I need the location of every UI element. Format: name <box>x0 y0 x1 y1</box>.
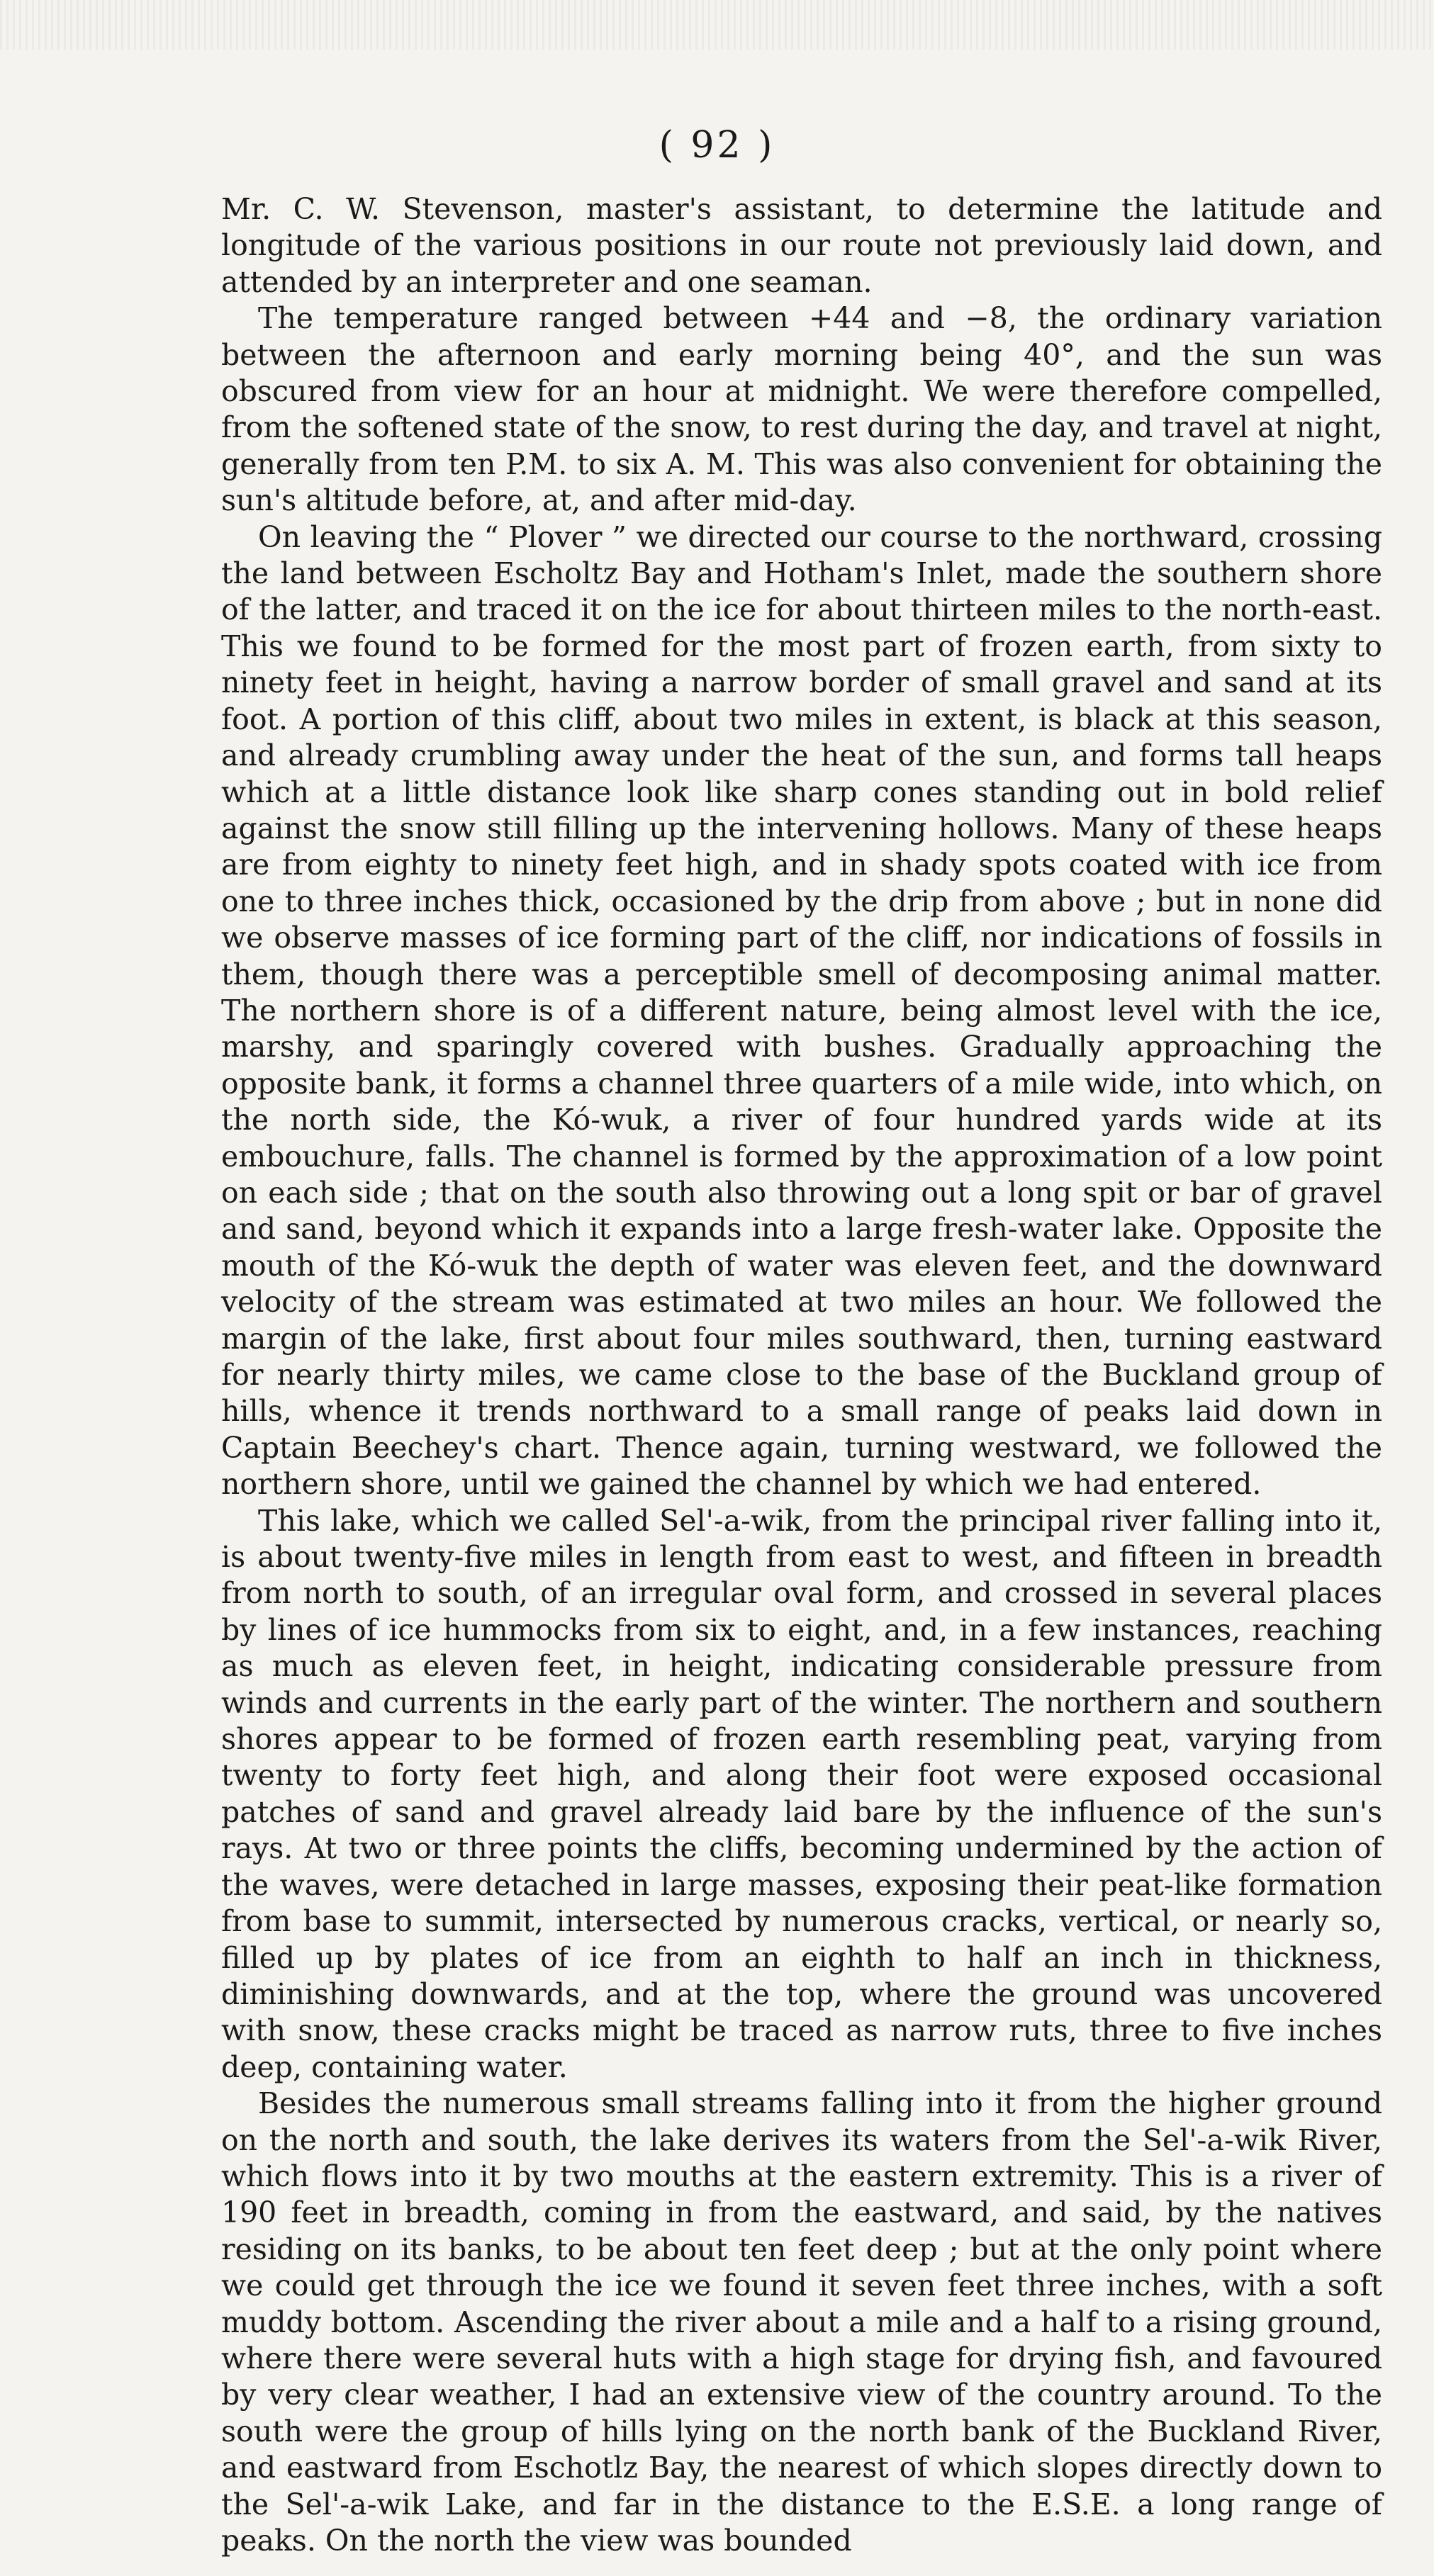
paragraph-5: Besides the numerous small streams falling into it from the higher ground on the north and south, the lake derives its waters from the Sel'-a-wik River, which flows into it by two mouths at the eastern extremity. This is a river of 190 feet in breadth, coming in from the eastward, and said, by the natives residing on its banks, to be about ten feet deep ; but at the only point where we could get through the ice we found it seven feet three inches, with a soft muddy bottom. Ascending the river about a mile and a half to a rising ground, where there were several huts with a high stage for drying fish, and favoured by very clear weather, I had an extensive view of the country around. To the south were the group of hills lying on the north bank of the Buckland River, and eastward from Eschotlz Bay, the nearest of which slopes directly down to the Sel'-a-wik Lake, and far in the distance to the E.S.E. a long range of peaks. On the north the view was bounded <box>221 2086 1382 2558</box>
page-edge-speckle <box>0 0 1434 50</box>
page-number: ( 92 ) <box>659 124 775 167</box>
paragraph-4: This lake, which we called Sel'-a-wik, from the principal river falling into it, is about twenty-five miles in length from east to west, and fifteen in breadth from north to south, of an irregular oval form, and crossed in several places by lines of ice hummocks from six to eight, and, in a few instances, reaching as much as eleven feet, in height, indicating considerable pressure from winds and currents in the early part of the winter. The northern and southern shores appear to be formed of frozen earth resembling peat, varying from twenty to forty feet high, and along their foot were exposed occasional patches of sand and gravel already laid bare by the influence of the sun's rays. At two or three points the cliffs, becoming undermined by the action of the waves, were detached in large masses, exposing their peat-like formation from base to summit, intersected by numerous cracks, vertical, or nearly so, filled up by plates of ice from an eighth to half an inch in thickness, diminishing downwards, and at the top, where the ground was uncovered with snow, these cracks might be traced as narrow ruts, three to five inches deep, containing water. <box>221 1503 1382 2084</box>
paragraph-3: On leaving the “ Plover ” we directed our course to the northward, crossing the land between Escholtz Bay and Hotham's Inlet, made the southern shore of the latter, and traced it on the ice for about thirteen miles to the north-east. This we found to be formed for the most part of frozen earth, from sixty to ninety feet in height, having a narrow border of small gravel and sand at its foot. A portion of this cliff, about two miles in extent, is black at this season, and already crumbling away under the heat of the sun, and forms tall heaps which at a little distance look like sharp cones standing out in bold relief against the snow still filling up the intervening hollows. Many of these heaps are from eighty to ninety feet high, and in shady spots coated with ice from one to three inches thick, occasioned by the drip from above ; but in none did we observe masses of ice forming part of the cliff, nor indications of fossils in them, though there was a perceptible smell of decomposing animal matter. The northern shore is of a different nature, being almost level with the ice, marshy, and sparingly covered with bushes. Gradually approaching the opposite bank, it forms a channel three quarters of a mile wide, into which, on the north side, the Kó-wuk, a river of four hundred yards wide at its embouchure, falls. The channel is formed by the approximation of a low point on each side ; that on the south also throwing out a long spit or bar of gravel and sand, beyond which it expands into a large fresh-water lake. Opposite the mouth of the Kó-wuk the depth of water was eleven feet, and the downward velocity of the stream was estimated at two miles an hour. We followed the margin of the lake, first about four miles southward, then, turning eastward for nearly thirty miles, we came close to the base of the Buckland group of hills, whence it trends northward to a small range of peaks laid down in Captain Beechey's chart. Thence again, turning westward, we followed the northern shore, until we gained the channel by which we had entered. <box>221 519 1382 1502</box>
paragraph-1: Mr. C. W. Stevenson, master's assistant, to determine the latitude and longitude of the various positions in our route not previously laid down, and attended by an interpreter and one seaman. <box>221 192 1382 299</box>
body-text <box>221 191 1382 2559</box>
paragraph-2: The temperature ranged between +44 and −8, the ordinary variation between the afternoon and early morning being 40°, and the sun was obscured from view for an hour at midnight. We were therefore compelled, from the softened state of the snow, to rest during the day, and travel at night, generally from ten P.M. to six A. M. This was also convenient for obtaining the sun's altitude before, at, and after mid-day. <box>221 301 1382 518</box>
